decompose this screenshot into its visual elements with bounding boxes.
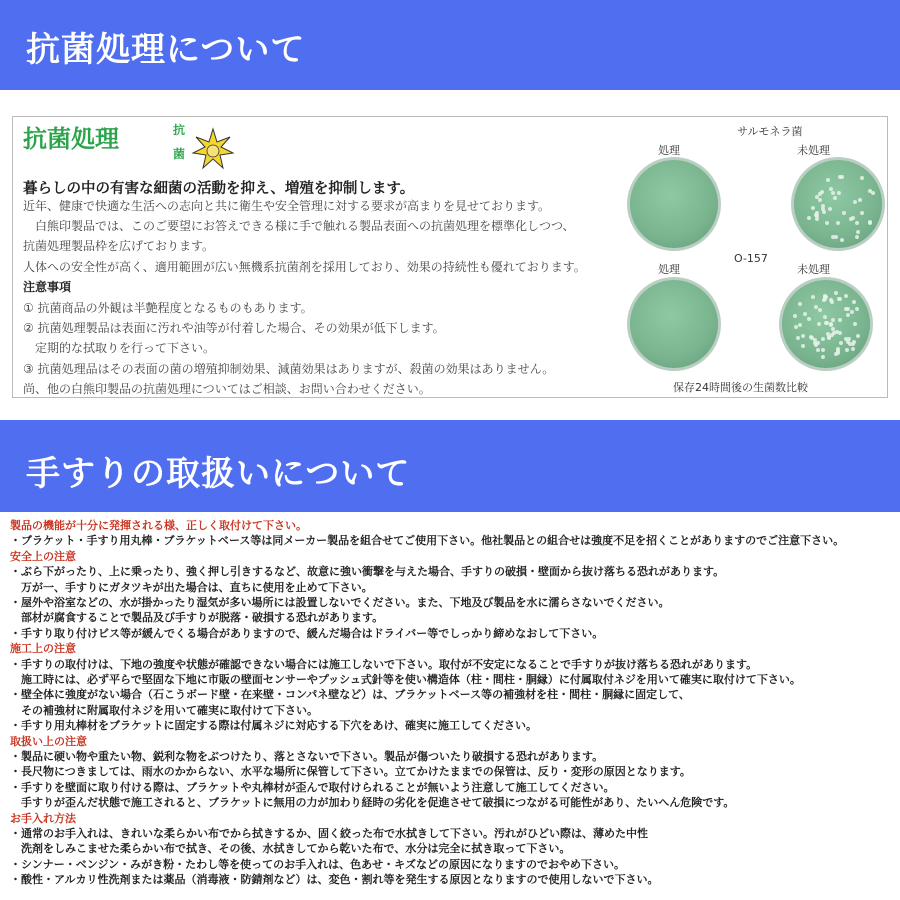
colony-dot — [839, 341, 843, 345]
colony-dot — [852, 300, 856, 304]
colony-dot — [801, 344, 805, 348]
handling-line: ・屋外や浴室などの、水が掛かったり湿気が多い場所には設置しないでください。また、下地及び製品を水に濡らさないでください。 — [10, 596, 670, 609]
stamp-char: 菌 — [173, 147, 186, 161]
untreated-label: 未処理 — [797, 263, 830, 276]
colony-dot — [821, 355, 825, 359]
colony-dot — [856, 230, 860, 234]
treated-label: 処理 — [658, 263, 680, 276]
colony-dot — [823, 315, 827, 319]
untreated-dish-o157 — [779, 277, 873, 371]
colony-dot — [803, 312, 807, 316]
note-line: ③ 抗菌処理品はその表面の菌の増殖抑制効果、減菌効果はありますが、殺菌の効果はありません。 — [23, 362, 555, 376]
colony-dot — [825, 221, 829, 225]
untreated-dish-salmonella — [791, 157, 885, 251]
colony-dot — [798, 302, 802, 306]
handling-line: 万が一、手すりにガタツキが出た場合は、直ちに使用を止めて下さい。 — [10, 580, 373, 594]
handling-line: ・手すりの取付けは、下地の強度や状態が確認できない場合には施工しないで下さい。取付が不安定になることで手すりが抜け落ちる恐れがあります。 — [10, 657, 758, 671]
colony-dot — [834, 291, 838, 295]
colony-dot — [855, 307, 859, 311]
stamp-char: 抗 — [173, 123, 186, 137]
colony-dot — [838, 318, 842, 322]
colony-dot — [823, 294, 827, 298]
paragraph-line: 白熊印製品では、このご要望にお答えできる様に手で触れる製品表面への抗菌処理を標準化しつつ、 — [23, 219, 575, 233]
antibacterial-title: 抗菌処理 — [23, 125, 119, 153]
colony-dot — [836, 221, 840, 225]
colony-dot — [827, 336, 831, 340]
handling-line: 手すりが歪んだ状態で施工されると、ブラケットに無用の力が加わり経時の劣化を促進させて破損につながる可能性があり、たいへん危険です。 — [10, 796, 735, 810]
treated-label: 処理 — [658, 144, 680, 157]
antibacterial-stamp-icon — [171, 121, 235, 173]
colony-dot — [834, 235, 838, 239]
colony-dot — [828, 207, 832, 211]
section-banner-handling — [0, 420, 900, 512]
colony-dot — [818, 308, 822, 312]
section-banner-antibacterial — [0, 0, 900, 90]
colony-dot — [855, 221, 859, 225]
colony-dot — [822, 298, 826, 302]
colony-dot — [833, 196, 837, 200]
colony-dot — [793, 314, 797, 318]
colony-dot — [849, 217, 853, 221]
comparison-caption: 保存24時間後の生菌数比較 — [673, 381, 808, 394]
colony-dot — [838, 175, 842, 179]
untreated-label: 未処理 — [797, 144, 830, 157]
colony-dot — [807, 216, 811, 220]
handling-line: 部材が腐食することで製品及び手すりが脱落・破損する恐れがあります。 — [10, 611, 384, 625]
colony-dot — [830, 333, 834, 337]
paragraph-line: 近年、健康で快適な生活への志向と共に衛生や安全管理に対する要求が高まりを見せております。 — [23, 199, 551, 213]
colony-dot — [855, 235, 859, 239]
handling-line: ・通常のお手入れは、きれいな柔らかい布でから拭きするか、固く絞った布で水拭きして下さい。汚れがひどい際は、薄めた中性 — [10, 827, 648, 840]
colony-dot — [826, 178, 830, 182]
colony-dot — [811, 206, 815, 210]
colony-dot — [814, 305, 818, 309]
colony-dot — [844, 294, 848, 298]
colony-dot — [820, 190, 824, 194]
handling-line: ・手すりを壁面に取り付ける際は、ブラケットや丸棒材が歪んで取付けられることが無いよう注意して施工してください。 — [10, 780, 615, 794]
paragraph-line: 人体への安全性が高く、適用範囲が広い無機系抗菌剤を採用しており、効果の持続性も優れております。 — [23, 260, 586, 274]
treated-dish-salmonella — [627, 157, 721, 251]
colony-dot — [837, 191, 841, 195]
colony-dot — [858, 198, 862, 202]
handling-line: ・長尺物につきましては、雨水のかからない、水平な場所に保管して下さい。立てかけたままでの保管は、反り・変形の原因となります。 — [10, 765, 691, 779]
treated-dish-o157 — [627, 277, 721, 371]
handling-heading: お手入れ方法 — [10, 811, 76, 825]
colony-dot — [816, 348, 820, 352]
banner-title: 手すりの取扱いについて — [26, 454, 411, 494]
colony-dot — [798, 323, 802, 327]
colony-dot — [853, 322, 857, 326]
colony-dot — [829, 298, 833, 302]
handling-line: その補強材に附属取付ネジを用いて確実に取付けて下さい。 — [10, 703, 318, 717]
colony-dot — [853, 200, 857, 204]
handling-line: ・手すり取り付けビス等が緩んでくる場合がありますので、緩んだ場合はドライバー等でしっかり締めなおして下さい。 — [10, 626, 604, 640]
handling-line: ・シンナー・ベンジン・みがき粉・たわし等を使ってのお手入れは、色あせ・キズなどの原因になりますのでおやめ下さい。 — [10, 857, 625, 871]
handling-line: ・酸性・アルカリ性洗剤または薬品（消毒液・防錆剤など）は、変色・割れ等を発生する原因となりますので使用しないで下さい。 — [10, 873, 659, 887]
handling-heading: 安全上の注意 — [10, 549, 76, 563]
colony-dot — [850, 310, 854, 314]
colony-dot — [851, 347, 855, 351]
note-line: 尚、他の白熊印製品の抗菌処理についてはご相談、お問い合わせください。 — [23, 382, 431, 396]
colony-dot — [860, 211, 864, 215]
colony-dot — [842, 211, 846, 215]
colony-dot — [811, 295, 815, 299]
handling-heading: 製品の機能が十分に発揮される様、正しく取付けて下さい。 — [10, 519, 307, 532]
colony-dot — [807, 317, 811, 321]
note-line: ① 抗菌商品の外観は半艶程度となるものもあります。 — [23, 301, 313, 315]
colony-dot — [840, 238, 844, 242]
salmonella-label: サルモネラ菌 — [737, 125, 803, 138]
colony-dot — [860, 176, 864, 180]
colony-dot — [801, 334, 805, 338]
note-line: 定期的な拭取りを行って下さい。 — [23, 341, 216, 355]
handling-line: ・壁全体に強度がない場合（石こうボード壁・在来壁・コンパネ壁など）は、ブラケットベース等の補強材を柱・間柱・胴縁に固定して、 — [10, 688, 690, 702]
note-line: ② 抗菌処理製品は表面に汚れや油等が付着した場合、その効果が低下します。 — [23, 321, 445, 335]
sparkle-icon — [171, 121, 235, 173]
paragraph-line: 抗菌処理製品枠を広げております。 — [23, 239, 215, 253]
colony-dot — [818, 198, 822, 202]
colony-dot — [821, 348, 825, 352]
banner-title: 抗菌処理について — [26, 30, 306, 70]
handling-line: ・手すり用丸棒材をブラケットに固定する際は付属ネジに対応する下穴をあけ、確実に施工してください。 — [10, 719, 538, 733]
petri-dish-comparison — [617, 119, 887, 397]
handling-line: 施工時には、必ず平らで堅固な下地に市販の壁面センサーやプッシュ式針等を使い構造体（柱・間柱・胴縁）に付属取付ネジを用いて確実に取付けて下さい。 — [10, 673, 801, 686]
colony-dot — [836, 351, 840, 355]
handling-line: 洗剤をしみこませた柔らかい布で拭き、その後、水拭きしてから乾いた布で、水分は完全に拭き取って下さい。 — [10, 842, 571, 856]
handling-line: ・製品に硬い物や重たい物、鋭利な物をぶつけたり、落とさないで下さい。製品が傷ついたり破損する恐れがあります。 — [10, 750, 604, 763]
colony-dot — [845, 348, 849, 352]
colony-dot — [821, 207, 825, 211]
handling-heading: 取扱い上の注意 — [10, 734, 87, 748]
colony-dot — [821, 337, 825, 341]
colony-dot — [815, 211, 819, 215]
colony-dot — [852, 340, 856, 344]
colony-dot — [796, 336, 800, 340]
handling-line: ・ブラケット・手すり用丸棒・ブラケットベース等は同メーカー製品を組合せてご使用下さい。他社製品との組合せは強度不足を招くことがありますのでご注意下さい。 — [10, 534, 845, 548]
antibacterial-headline: 暮らしの中の有害な細菌の活動を抑え、増殖を抑制します。 — [23, 181, 415, 197]
colony-dot — [856, 334, 860, 338]
handling-heading: 施工上の注意 — [10, 642, 76, 656]
colony-dot — [817, 322, 821, 326]
handling-line: ・ぶら下がったり、上に乗ったり、強く押し引きするなど、故意に強い衝撃を与えた場合、手すりの破損・壁面から抜け落ちる恐れがあります。 — [10, 565, 725, 579]
colony-dot — [831, 191, 835, 195]
o157-label: O-157 — [734, 252, 768, 265]
colony-dot — [868, 221, 872, 225]
colony-dot — [794, 325, 798, 329]
antibacterial-panel — [12, 116, 888, 398]
notes-title: 注意事項 — [23, 280, 72, 294]
